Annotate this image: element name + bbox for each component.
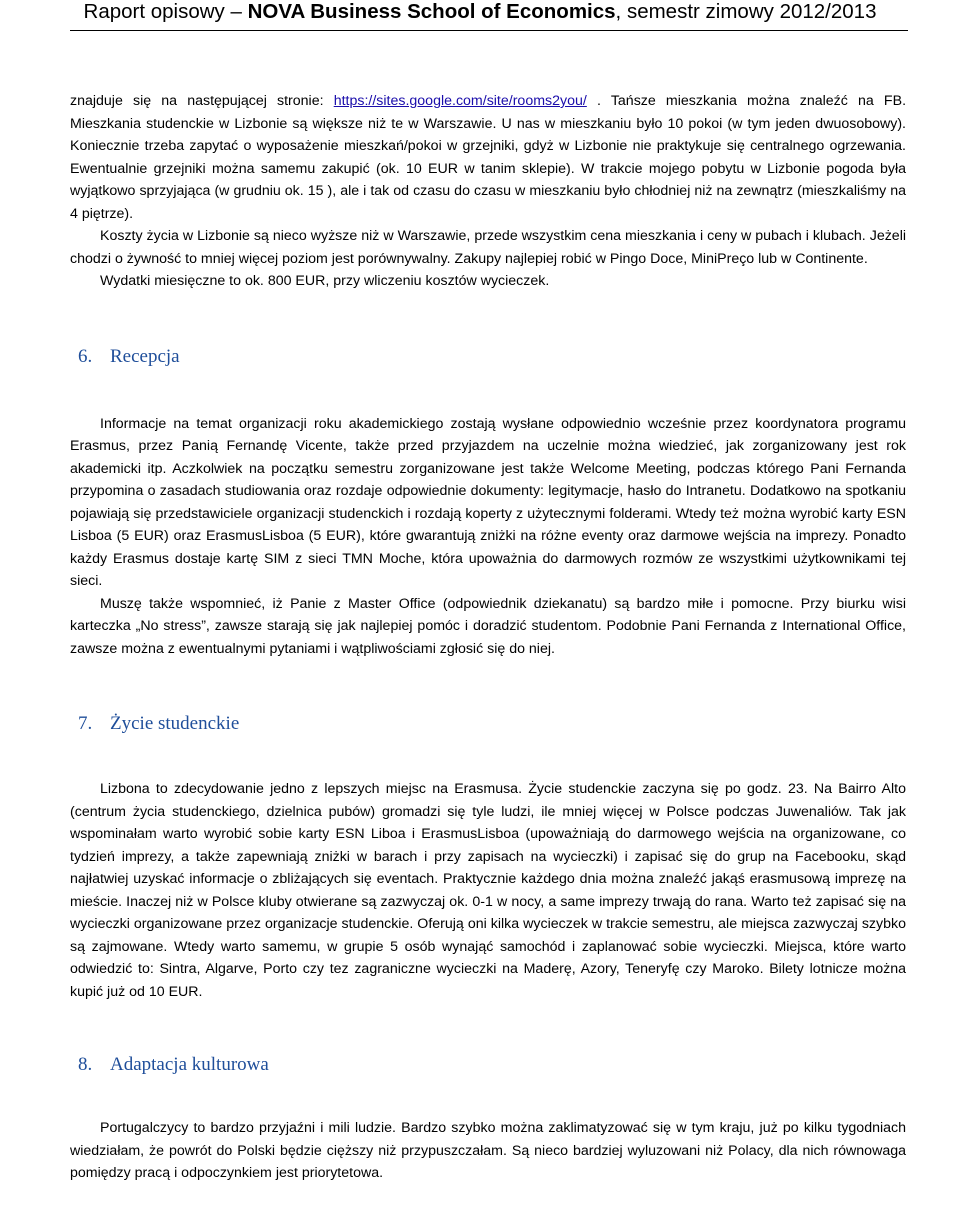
expenses-paragraph: Wydatki miesięczne to ok. 800 EUR, przy wliczeniu kosztów wycieczek.	[100, 273, 550, 289]
section-heading-recepcja	[70, 345, 906, 369]
section-title: Recepcja	[110, 345, 180, 367]
header-prefix: Raport opisowy –	[83, 0, 248, 23]
page-header	[0, 0, 960, 34]
intro-paragraph	[70, 90, 906, 225]
intro-text-before-link: znajduje się na następującej stronie:	[70, 93, 334, 109]
section-heading-adaptacja	[70, 1053, 906, 1077]
recepcja-paragraph-2: Muszę także wspomnieć, iż Panie z Master Office (odpowiednik dziekanatu) są bardzo miłe i pomocne. Przy biurku wisi karteczka „No stress”, zawsze starają się jak najlepiej pomóc i doradzić studentom. Podobnie Pani Fernanda z International Office, zawsze można z ewentualnymi pytaniami i wątpliwościami zgłosić się do niej.	[70, 595, 906, 657]
section-number: 7.	[78, 713, 93, 734]
recepcja-paragraph-1: Informacje na temat organizacji roku akademickiego zostają wysłane odpowiednio wcześnie przez koordynatora programu Erasmus, przez Panią Fernandę Vicente, także przed przyjazdem na uczelnie można wiedzieć, jak zorganizowany jest rok akademicki itp. Aczkolwiek na początku semestru zorganizowane jest także Welcome Meeting, podczas którego Pani Fernanda przypomina o zasadach studiowania oraz rozdaje odpowiednie dokumenty: legitymacje, hasło do Intranetu. Dodatkowo na spotkaniu pojawiają się przedstawiciele organizacji studenckich i rozdają koperty z użytecznymi folderami. Wtedy też można wyrobić karty ESN Lisboa (5 EUR) oraz ErasmusLisboa (5 EUR), które gwarantują zniżki na różne eventy oraz darmowe wejścia na imprezy. Ponadto każdy Erasmus dostaje kartę SIM z sieci TMN Moche, która upoważnia do darmowych rozmów ze wszystkimi użytkownikami tej sieci.	[70, 415, 906, 589]
header-school: NOVA Business School of Economics	[247, 0, 616, 23]
rooms-link[interactable]: https://sites.google.com/site/rooms2you/	[333, 93, 587, 109]
header-rule	[70, 30, 908, 31]
adaptacja-paragraph: Portugalczycy to bardzo przyjaźni i mili ludzie. Bardzo szybko można zaklimatyzować się w tym kraju, już po kilku tygodniach wiedziałam, że powrót do Polski będzie cięższy niż przypuszczałam. Są nieco bardziej wyluzowani niż Polacy, dla nich równowaga pomiędzy pracą i odpoczynkiem jest priorytetowa.	[70, 1120, 906, 1181]
document-body	[70, 90, 906, 1185]
section-title: Życie studenckie	[110, 713, 240, 734]
intro-text-after-link: . Tańsze mieszkania można znaleźć na FB. Mieszkania studenckie w Lizbonie są większe niż te w Warszawie. U nas w mieszkaniu było 10 pokoi (w tym jeden dwuosobowy). Koniecznie trzeba zapytać o wyposażenie mieszkań/pokoi w grzejniki, gdyż w Lizbonie nie praktykuje się centralnego ogrzewania. Ewentualnie grzejniki można samemu zakupić (ok. 10 EUR w tanim sklepie). W trakcie mojego pobytu w Lizbonie pogoda była wyjątkowo sprzyjająca (w grudniu ok. 15 ), ale i tak od czasu do czasu w mieszkaniu było chłodniej niż na zewnątrz (mieszkaliśmy na 4 piętrze).	[70, 93, 907, 222]
zycie-paragraph: Lizbona to zdecydowanie jedno z lepszych miejsc na Erasmusa. Życie studenckie zaczyna się po godz. 23. Na Bairro Alto (centrum życia studenckiego, dzielnica pubów) gromadzi się tyle ludzi, ile mniej więcej w Polsce podczas Juwenaliów. Tak jak wspominałam warto wyrobić sobie karty ESN Liboa i ErasmusLisboa (upoważniają do darmowego wejścia na organizowane, co tydzień imprezy, a także zapewniają zniżki w barach i przy zapisach na wycieczki) i zapisać się do grup na Facebooku, skąd najłatwiej uzyskać informacje o zbliżających się eventach. Praktycznie każdego dnia można znaleźć jakąś erasmusową imprezę na mieście. Inaczej niż w Polsce kluby otwierane są zazwyczaj ok. 0-1 w nocy, a same imprezy trwają do rana. Warto też zapisać się na wycieczki organizowane przez organizacje studenckie. Oferują oni kilka wycieczek w trakcie semestru, ale miejsca zazwyczaj szybko są zajmowane. Wtedy warto samemu, w grupie 5 osób wynająć samochód i zaplanować sobie wycieczki. Miejsca, które warto odwiedzić to: Sintra, Algarve, Porto czy tez zagraniczne wycieczki na Maderę, Azory, Teneryfę czy Maroko. Bilety lotnicze można kupić już od 10 EUR.	[70, 781, 906, 1000]
section-number: 8.	[78, 1054, 93, 1075]
section-title: Adaptacja kulturowa	[110, 1054, 269, 1075]
header-suffix: , semestr zimowy 2012/2013	[615, 0, 877, 23]
section-heading-zycie-studenckie	[70, 712, 906, 736]
costs-paragraph: Koszty życia w Lizbonie są nieco wyższe niż w Warszawie, przede wszystkim cena mieszkania i ceny w pubach i klubach. Jeżeli chodzi o żywność to mniej więcej poziom jest porównywalny. Zakupy najlepiej robić w Pingo Doce, MiniPreço lub w Continente.	[70, 228, 906, 267]
section-number: 6.	[78, 345, 93, 367]
